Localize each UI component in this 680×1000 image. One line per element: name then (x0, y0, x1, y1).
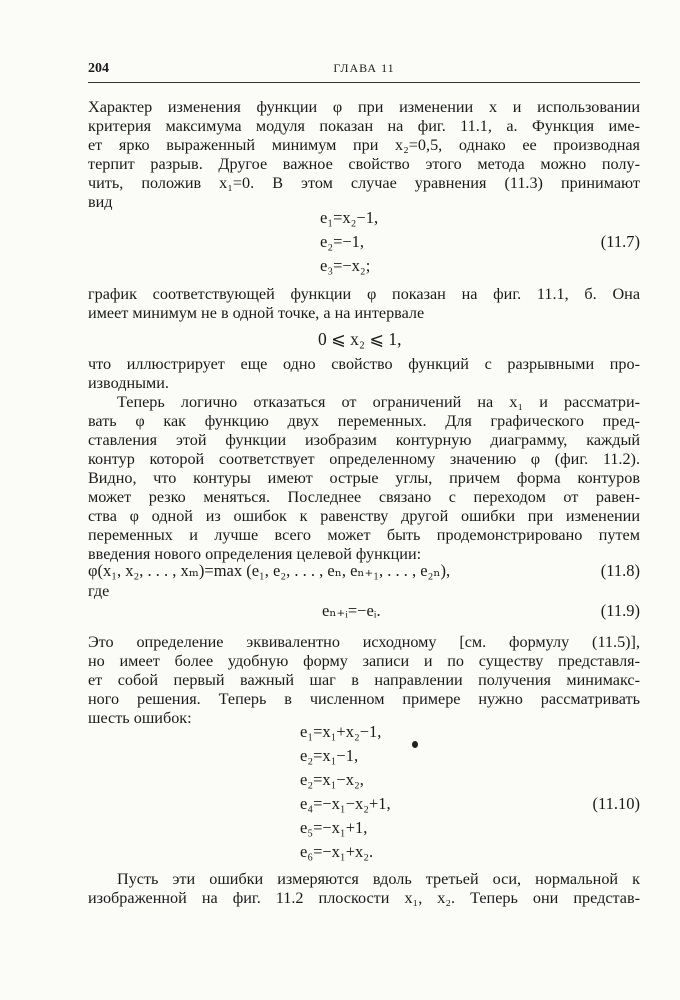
equation-number: (11.8) (600, 561, 640, 580)
page-header (88, 61, 640, 79)
equation-number: (11.10) (592, 794, 640, 813)
text-line: переменных и лучше всего может быть продемонстрировано путем (88, 526, 640, 544)
equation-line: e₁=x₁+x₂−1, (300, 722, 382, 741)
text-line: терпит разрыв. Другое важное свойство этого метода можно полу- (88, 155, 640, 173)
text-line: что иллюстрирует еще одно свойство функций с разрывными про- (88, 355, 640, 373)
equation-line: eₙ₊ᵢ=−eᵢ. (322, 601, 381, 620)
text-line: ет ярко выраженный минимум при x₂=0,5, однако ее производная (88, 136, 640, 154)
text-line: Это определение эквивалентно исходному [см. формулу (11.5)], (88, 633, 640, 651)
text-line: изображенной на фиг. 11.2 плоскости x₁, x₂. Теперь они представ- (88, 889, 640, 907)
text-line: чить, положив x₁=0. В этом случае уравнения (11.3) принимают (88, 174, 640, 192)
text-line: ного решения. Теперь в численном примере нужно рассматривать (88, 690, 640, 708)
equation-number: (11.7) (600, 232, 640, 251)
text-line: критерия максимума модуля показан на фиг. 11.1, а. Функция име- (88, 117, 640, 135)
text-line: ет собой первый важный шаг в направлении получения минимакс- (88, 671, 640, 689)
page-number: 204 (88, 61, 109, 76)
text-line: Пусть эти ошибки измеряются вдоль третьей оси, нормальной к (117, 870, 640, 888)
equation-line: e₂=−1, (320, 232, 365, 251)
equation-line: e₃=−x₂; (320, 256, 371, 275)
equation-line: e₂=x₁−1, (300, 746, 359, 765)
text-line: имеет минимум не в одной точке, а на интервале (88, 304, 425, 322)
text-line: вать φ как функцию двух переменных. Для графического пред- (88, 412, 640, 430)
text-line: ставления этой функции изобразим контурную диаграмму, каждый (88, 431, 640, 449)
text-line: Характер изменения функции φ при изменении x и использовании (88, 98, 640, 116)
equation-line: e₁=x₂−1, (320, 208, 379, 227)
equation-line: e₂=x₁−x₂, (300, 770, 364, 789)
text-line: ства φ одной из ошибок к равенству другой ошибки при изменении (88, 507, 640, 525)
text-line: контур которой соответствует определенному значению φ (фиг. 11.2). (88, 450, 640, 468)
text-line: может резко меняться. Последнее связано с переходом от равен- (88, 488, 640, 506)
text-line: изводными. (88, 374, 169, 392)
text-line: где (88, 582, 110, 600)
text-line: введения нового определения целевой функции: (88, 545, 422, 563)
text-line: Теперь логично отказаться от ограничений на x₁ и рассматри- (117, 393, 640, 411)
text-line: вид (88, 193, 113, 211)
equation-number: (11.9) (600, 601, 640, 620)
equation-line: φ(x₁, x₂, . . . , xₘ)=max (e₁, e₂, . . . , eₙ, eₙ₊₁, . . . , e₂ₙ), (88, 561, 451, 580)
text-line: шесть ошибок: (88, 709, 192, 727)
interval-formula: 0 ⩽ x₂ ⩽ 1, (318, 329, 402, 349)
text-line: график соответствующей функции φ показан на фиг. 11.1, б. Она (88, 285, 640, 303)
equation-line: e₄=−x₁−x₂+1, (300, 794, 391, 813)
equation-line: e₅=−x₁+1, (300, 818, 368, 837)
chapter-title: ГЛАВА 11 (333, 61, 395, 75)
header-rule (88, 82, 640, 83)
ink-blot (412, 741, 418, 748)
text-line: но имеет более удобную форму записи и по существу представля- (88, 652, 640, 670)
equation-line: e₆=−x₁+x₂. (300, 842, 374, 861)
text-line: Видно, что контуры имеют острые углы, причем форма контуров (88, 469, 640, 487)
